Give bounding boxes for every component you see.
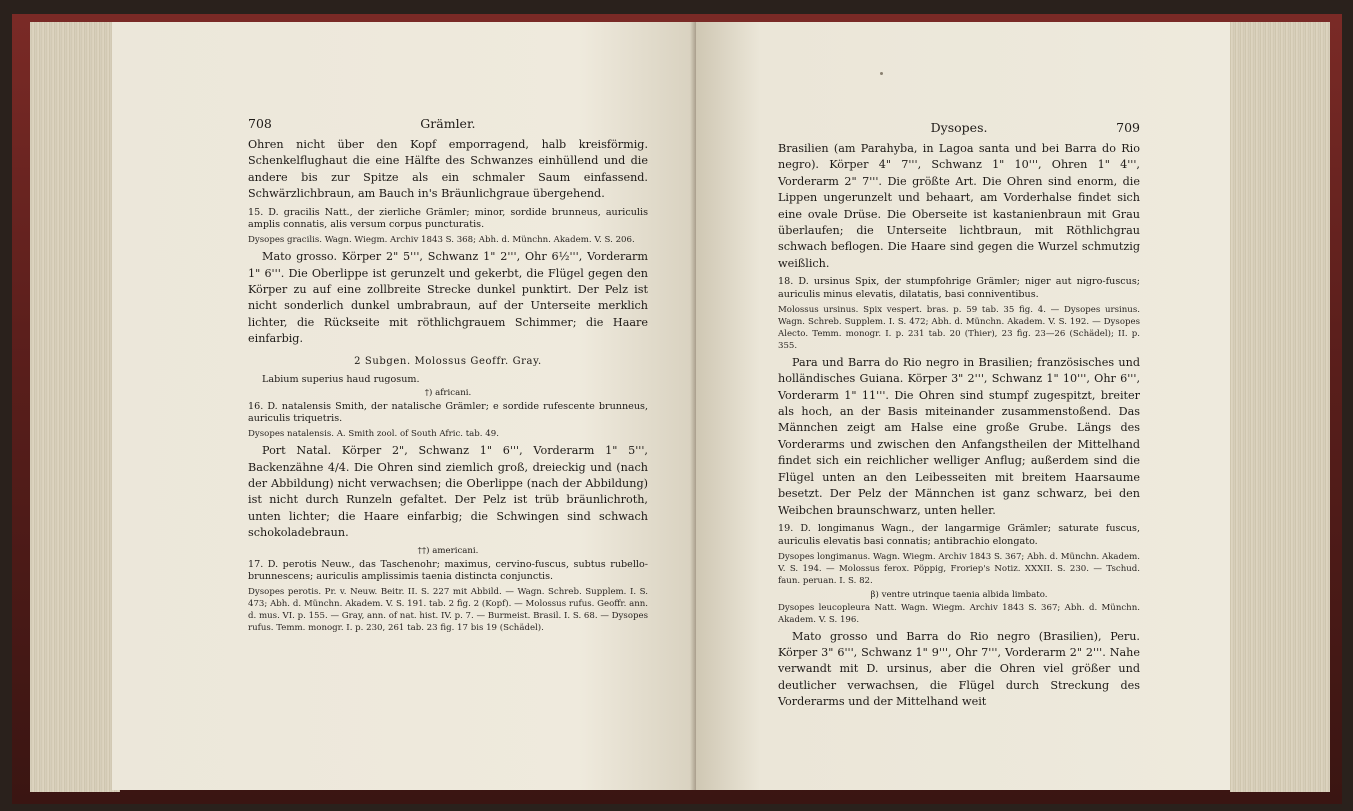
synonymy: Dysopes perotis. Pr. v. Neuw. Beitr. II. S. 227 mit Abbild. — Wagn. Schreb. Supplem. I. S. 473; Abh. d. Münchn. Akadem. V. S. 191. tab. 2 fig. 2 (Kopf). — Molossus rufus. Geoffr. ann. d. mus. VI. p. 155. — Gray, ann. of nat. hist. IV. p. 7. — Burmeist. Brasil. I. S. 68. — Dysopes rufus. Temm. monogr. I. p. 230, 261 tab. 23 fig. 17 bis 19 (Schädel).: [248, 587, 648, 634]
running-title: Grämler.: [420, 116, 476, 131]
subgenus-diagnosis: Labium superius haud rugosum.: [262, 373, 420, 385]
species-heading: 15. D. gracilis Natt., der zierliche Grämler; minor, sordide brunneus, auriculis amplis connatis, alis versum corpus puncturatis.: [248, 206, 648, 231]
species-description: Para und Barra do Rio negro in Brasilien; französisches und holländisches Guiana. Körper 3" 2''', Schwanz 1" 10''', Ohr 6''', Vorderarm 1" 11'''. Die Ohren sind stumpf zugespitzt, breiter als hoch, an der Basis miteinander zusammenstoßend. Das Männchen zeigt am Halse eine große Grube. Längs des Vorderarms und zwischen den Anfangstheilen der Mittelhand findet sich ein reichlicher welliger Anflug; außerdem sind die Flügel unten an den Leibesseiten mit breitem Haarsaume besetzt. Der Pelz der Männchen ist ganz schwarz, bei den Weibchen braunschwarz, unten heller.: [778, 355, 1140, 517]
right-page: [696, 22, 1230, 790]
subgenus-heading: 2 Subgen. Molossus Geoffr. Gray.: [354, 355, 542, 367]
species-heading: 17. D. perotis Neuw., das Taschenohr; maximus, cervino-fuscus, subtus rubello-brunnescens; auriculis amplissimis taenia distincta conjunctis.: [248, 558, 648, 583]
paper-speck: [880, 72, 883, 75]
group-heading: †) africani.: [424, 387, 472, 398]
synonymy: Molossus ursinus. Spix vespert. bras. p. 59 tab. 35 fig. 4. — Dysopes ursinus. Wagn. Schreb. Supplem. I. S. 472; Abh. d. Münchn. Akadem. V. S. 192. — Dysopes Alecto. Temm. monogr. I. p. 231 tab. 20 (Thier), 23 fig. 23—26 (Schädel); II. p. 355.: [778, 304, 1140, 351]
left-page: [112, 22, 696, 790]
left-page-header: [248, 116, 648, 131]
species-description: Port Natal. Körper 2", Schwanz 1" 6''', Vorderarm 1" 5''', Backenzähne 4/4. Die Ohren sind ziemlich groß, dreieckig und (nach der Abbildung) nicht verwachsen; die Oberlippe (nach der Abbildung) ist nicht durch Runzeln gefaltet. Der Pelz ist trüb bräunlichroth, unten lichter; die Haare einfarbig; die Schwingen sind schwach schokoladebraun.: [248, 444, 648, 540]
species-description: Mato grosso. Körper 2" 5''', Schwanz 1" 2''', Ohr 6½''', Vorderarm 1" 6'''. Die Oberlippe ist gerunzelt und gekerbt, die Flügel gegen den Körper zu auf eine zollbreite Strecke dunkel punktirt. Der Pelz ist nicht sonderlich dunkel umbrabraun, auf der Unterseite merklich lichter, die Rückseite mit röthlichgrauem Schimmer; die Haare einfarbig.: [248, 250, 648, 346]
running-title: Dysopes.: [930, 120, 988, 135]
page-number: 708: [248, 116, 272, 131]
page-edges-right: [1230, 22, 1330, 792]
synonymy: Dysopes leucopleura Natt. Wagn. Wiegm. Archiv 1843 S. 367; Abh. d. Münchn. Akadem. V. S. 196.: [778, 602, 1140, 625]
synonymy: Dysopes longimanus. Wagn. Wiegm. Archiv 1843 S. 367; Abh. d. Münchn. Akadem. V. S. 194. — Molossus ferox. Pöppig, Froriep's Notiz. XXXII. S. 230. — Tschud. faun. peruan. I. S. 82.: [778, 551, 1140, 586]
species-description: Mato grosso und Barra do Rio negro (Brasilien), Peru. Körper 3" 6''', Schwanz 1" 9''', Ohr 7''', Vorderarm 2" 2'''. Nahe verwandt mit D. ursinus, aber die Ohren viel größer und deutlicher verwachsen, die Flügel durch Streckung des Vorderarms und der Mittelhand weit: [778, 629, 1140, 709]
paragraph: Brasilien (am Parahyba, in Lagoa santa und bei Barra do Rio negro). Körper 4" 7''', Schwanz 1" 10''', Ohren 1" 4''', Vorderarm 2" 7'''. Die größte Art. Die Ohren sind enorm, die Lippen ungerunzelt und behaart, am Vorderhalse findet sich eine ovale Drüse. Die Oberseite ist kastanienbraun mit Grau überlaufen; die Unterseite lichtbraun, mit Röthlichgrau schwach beflogen. Die Haare sind gegen die Wurzel schmutzig weißlich.: [778, 142, 1140, 270]
synonymy: Dysopes gracilis. Wagn. Wiegm. Archiv 1843 S. 368; Abh. d. Münchn. Akadem. V. S. 206.: [248, 235, 635, 246]
species-heading: 16. D. natalensis Smith, der natalische Grämler; e sordide rufescente brunneus, auriculis triquetris.: [248, 400, 648, 425]
species-heading: 19. D. longimanus Wagn., der langarmige Grämler; saturate fuscus, auriculis elevatis basi connatis; antibrachio elongato.: [778, 522, 1140, 547]
page-number: 709: [1116, 120, 1140, 135]
page-edges-left: [30, 22, 120, 792]
group-heading: ††) americani.: [417, 545, 479, 556]
right-page-header: [778, 120, 1140, 135]
variety-heading: β) ventre utrinque taenia albida limbato.: [870, 589, 1048, 600]
paragraph: Ohren nicht über den Kopf emporragend, halb kreisförmig. Schenkelflughaut die eine Hälfte des Schwanzes einhüllend und die andere bis zur Spitze als ein schmaler Saum einfassend. Schwärzlichbraun, am Bauch in's Bräunlichgraue übergehend.: [248, 138, 648, 201]
synonymy: Dysopes natalensis. A. Smith zool. of South Afric. tab. 49.: [248, 429, 499, 440]
species-heading: 18. D. ursinus Spix, der stumpfohrige Grämler; niger aut nigro-fuscus; auriculis minus elevatis, dilatatis, basi conniventibus.: [778, 276, 1140, 301]
